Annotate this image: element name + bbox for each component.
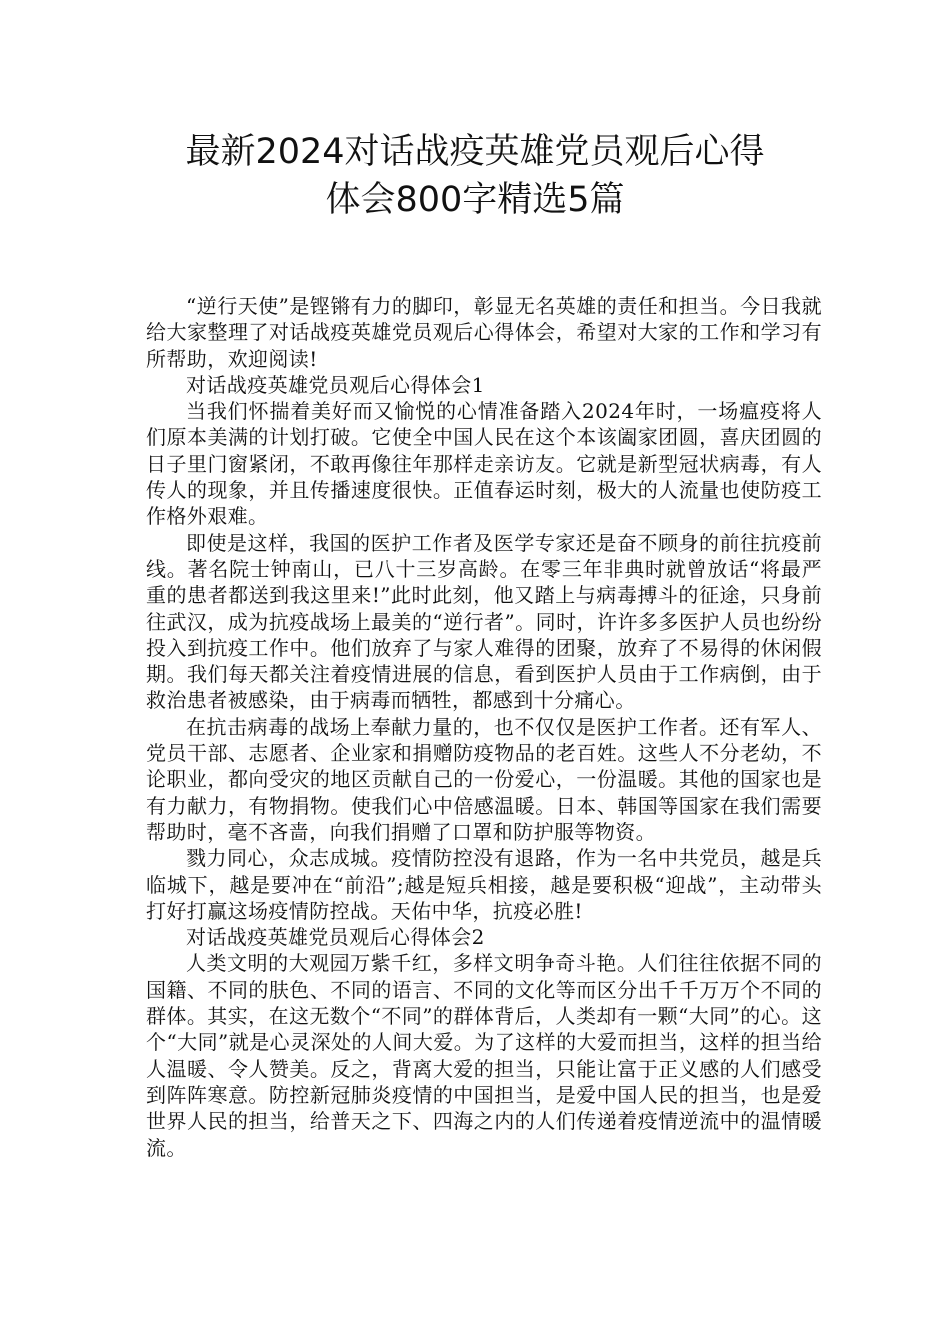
body-paragraph: 戮力同心，众志成城。疫情防控没有退路，作为一名中共党员，越是兵临城下，越是要冲在“前沿”;越是短兵相接，越是要积极“迎战”，主动带头打好打赢这场疫情防控战。天佑中华，抗疫必胜! bbox=[146, 846, 822, 923]
body-paragraph: 在抗击病毒的战场上奉献力量的，也不仅仅是医护工作者。还有军人、党员干部、志愿者、企业家和捐赠防疫物品的老百姓。这些人不分老幼，不论职业，都向受灾的地区贡献自己的一份爱心，一份温暖。其他的国家也是有力献力，有物捐物。使我们心中倍感温暖。日本、韩国等国家在我们需要帮助时，毫不吝啬，向我们捐赠了口罩和防护服等物资。 bbox=[146, 714, 822, 844]
body-paragraph: 当我们怀揣着美好而又愉悦的心情准备踏入2024年时，一场瘟疫将人们原本美满的计划打破。它使全中国人民在这个本该阖家团圆，喜庆团圆的日子里门窗紧闭，不敢再像往年那样走亲访友。它就是新型冠状病毒，有人传人的现象，并且传播速度很快。正值春运时刻，极大的人流量也使防疫工作格外艰难。 bbox=[146, 399, 822, 529]
section-heading-2: 对话战疫英雄党员观后心得体会2 bbox=[186, 925, 485, 950]
section-heading-1: 对话战疫英雄党员观后心得体会1 bbox=[186, 372, 485, 397]
document-title bbox=[100, 128, 850, 224]
intro-paragraph: “逆行天使”是铿锵有力的脚印，彰显无名英雄的责任和担当。今日我就给大家整理了对话战疫英雄党员观后心得体会，希望对大家的工作和学习有所帮助，欢迎阅读! bbox=[146, 294, 822, 371]
document-body bbox=[146, 293, 822, 1161]
title-line-2: 体会800字精选5篇 bbox=[325, 180, 625, 220]
title-line-1: 最新2024对话战疫英雄党员观后心得 bbox=[185, 132, 765, 172]
body-paragraph: 人类文明的大观园万紫千红，多样文明争奇斗艳。人们往往依据不同的国籍、不同的肤色、不同的语言、不同的文化等而区分出千千万万个不同的群体。其实，在这无数个“不同”的群体背后，人类却有一颗“大同”的心。这个“大同”就是心灵深处的人间大爱。为了这样的大爱而担当，这样的担当给人温暖、令人赞美。反之，背离大爱的担当，只能让富于正义感的人们感受到阵阵寒意。防控新冠肺炎疫情的中国担当，是爱中国人民的担当，也是爱世界人民的担当，给普天之下、四海之内的人们传递着疫情逆流中的温情暖流。 bbox=[146, 951, 822, 1160]
body-paragraph: 即使是这样，我国的医护工作者及医学专家还是奋不顾身的前往抗疫前线。著名院士钟南山，已八十三岁高龄。在零三年非典时就曾放话“将最严重的患者都送到我这里来!”此时此刻，他又踏上与病毒搏斗的征途，只身前往武汉，成为抗疫战场上最美的“逆行者”。同时，许许多多医护人员也纷纷投入到抗疫工作中。他们放弃了与家人难得的团聚，放弃了不易得的休闲假期。我们每天都关注着疫情进展的信息，看到医护人员由于工作病倒，由于救治患者被感染，由于病毒而牺牲，都感到十分痛心。 bbox=[146, 530, 822, 713]
